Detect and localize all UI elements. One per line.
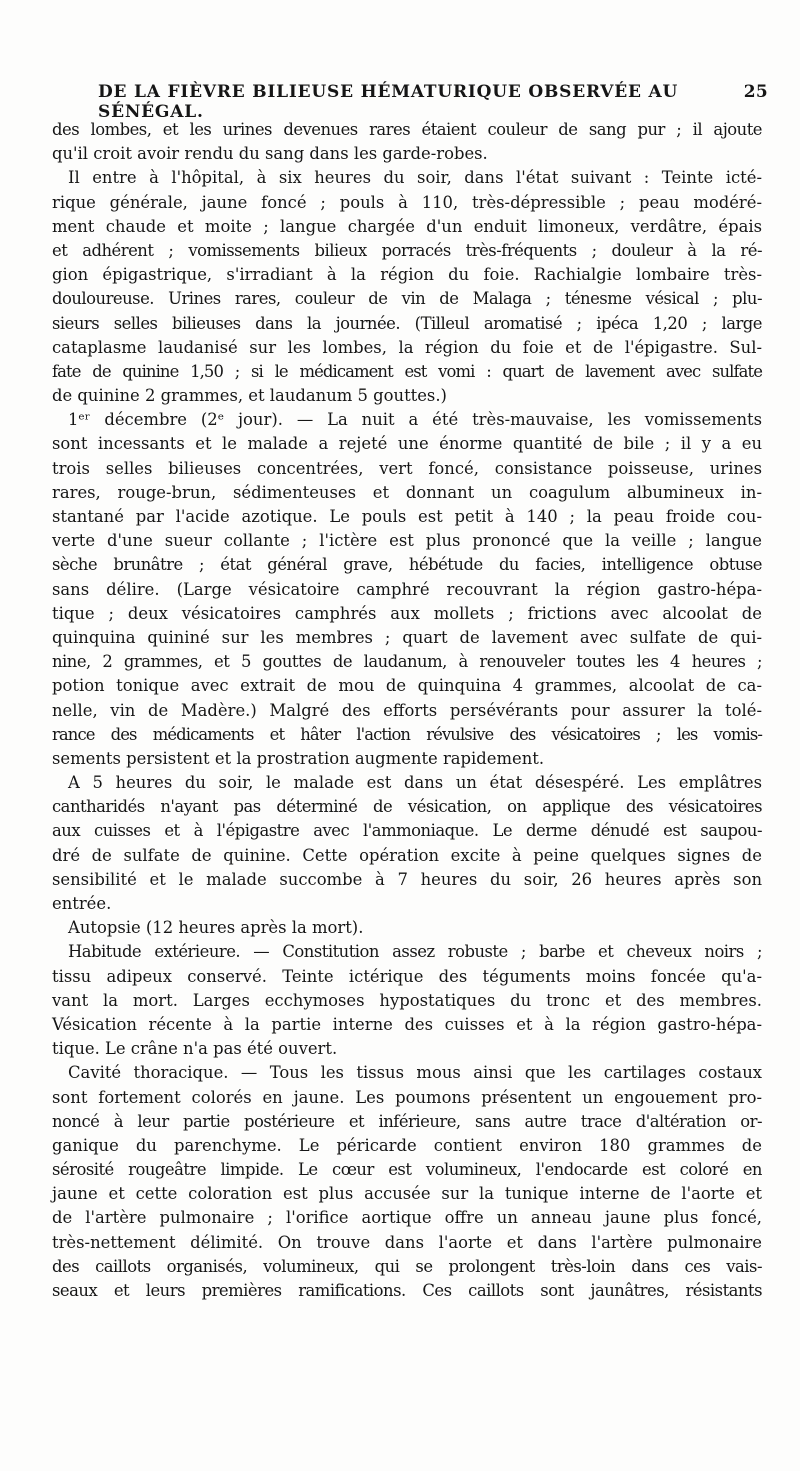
text-line: 1ᵉʳ décembre (2ᵉ jour). — La nuit a été très-mauvaise, les vomissements [68, 410, 762, 430]
text-line: noncé à leur partie postérieure et inférieure, sans autre trace d'altération or- [52, 1111, 762, 1131]
text-line: rance des médicaments et hâter l'action révulsive des vésicatoires ; les vomis- [52, 724, 762, 744]
header-title: DE LA FIÈVRE BILIEUSE HÉMATURIQUE OBSERVÉE AU SÉNÉGAL. [98, 82, 679, 122]
text-line: sont fortement colorés en jaune. Les poumons présentent un engouement pro- [52, 1087, 762, 1107]
text-line: Il entre à l'hôpital, à six heures du soir, dans l'état suivant : Teinte icté- [68, 168, 762, 188]
text-line: de quinine 2 grammes, et laudanum 5 gouttes.) [52, 386, 447, 406]
text-line: cataplasme laudanisé sur les lombes, la région du foie et de l'épigastre. Sul- [52, 337, 762, 357]
text-line: tissu adipeux conservé. Teinte ictérique des téguments moins foncée qu'a- [52, 966, 762, 986]
text-line: ment chaude et moite ; langue chargée d'un enduit limoneux, verdâtre, épais [52, 216, 762, 236]
text-line: dré de sulfate de quinine. Cette opération excite à peine quelques signes de [52, 845, 762, 865]
text-line: aux cuisses et à l'épigastre avec l'ammoniaque. Le derme dénudé est saupou- [52, 821, 762, 841]
text-line: sèche brunâtre ; état général grave, hébétude du facies, intelligence obtuse [52, 555, 762, 575]
text-line: sensibilité et le malade succombe à 7 heures du soir, 26 heures après son [52, 869, 762, 889]
page-number: 25 [743, 82, 768, 102]
text-line: rique générale, jaune foncé ; pouls à 110, très-dépressible ; peau modéré- [52, 192, 762, 212]
text-line: tique. Le crâne n'a pas été ouvert. [52, 1039, 338, 1059]
text-line: potion tonique avec extrait de mou de quinquina 4 grammes, alcoolat de ca- [52, 676, 762, 696]
text-line: Habitude extérieure. — Constitution assez robuste ; barbe et cheveux noirs ; [68, 942, 762, 962]
text-line: très-nettement délimité. On trouve dans l'aorte et dans l'artère pulmonaire [52, 1232, 762, 1252]
text-line: trois selles bilieuses concentrées, vert foncé, consistance poisseuse, urines [52, 458, 762, 478]
text-line: jaune et cette coloration est plus accusée sur la tunique interne de l'aorte et [52, 1184, 762, 1204]
text-line: seaux et leurs premières ramifications. Ces caillots sont jaunâtres, résistants [52, 1281, 762, 1300]
text-line: sans délire. (Large vésicatoire camphré recouvrant la région gastro-hépa- [52, 579, 762, 599]
text-line: sont incessants et le malade a rejeté une énorme quantité de bile ; il y a eu [52, 434, 762, 454]
running-header [98, 82, 768, 122]
text-line: sérosité rougeâtre limpide. Le cœur est volumineux, l'endocarde est coloré en [52, 1160, 762, 1180]
text-line: Cavité thoracique. — Tous les tissus mous ainsi que les cartilages costaux [68, 1063, 762, 1083]
text-line: Autopsie (12 heures après la mort). [68, 918, 364, 938]
text-line: des lombes, et les urines devenues rares étaient couleur de sang pur ; il ajoute [52, 120, 762, 139]
text-line: de l'artère pulmonaire ; l'orifice aortique offre un anneau jaune plus foncé, [52, 1208, 762, 1228]
text-line: A 5 heures du soir, le malade est dans un état désespéré. Les emplâtres [68, 773, 762, 793]
text-line: sements persistent et la prostration augmente rapidement. [52, 748, 545, 768]
text-line: et adhérent ; vomissements bilieux porracés très-fréquents ; douleur à la ré- [52, 240, 762, 260]
text-line: nelle, vin de Madère.) Malgré des efforts persévérants pour assurer la tolé- [52, 700, 762, 720]
text-line: douloureuse. Urines rares, couleur de vin de Malaga ; ténesme vésical ; plu- [52, 289, 762, 309]
text-line: stantané par l'acide azotique. Le pouls est petit à 140 ; la peau froide cou- [52, 507, 762, 526]
text-line: fate de quinine 1,50 ; si le médicament est vomi : quart de lavement avec sulfate [52, 361, 762, 381]
text-line: Vésication récente à la partie interne des cuisses et à la région gastro-hépa- [52, 1014, 762, 1034]
text-line: nine, 2 grammes, et 5 gouttes de laudanum, à renouveler toutes les 4 heures ; [52, 652, 762, 672]
text-line: quinquina quininé sur les membres ; quart de lavement avec sulfate de qui- [52, 627, 762, 647]
text-line: ganique du parenchyme. Le péricarde contient environ 180 grammes de [52, 1135, 762, 1155]
text-line: qu'il croit avoir rendu du sang dans les garde-robes. [52, 144, 488, 164]
text-line: vant la mort. Larges ecchymoses hypostatiques du tronc et des membres. [52, 990, 762, 1010]
text-line: des caillots organisés, volumineux, qui se prolongent très-loin dans ces vais- [52, 1256, 762, 1276]
text-line: sieurs selles bilieuses dans la journée. (Tilleul aromatisé ; ipéca 1,20 ; large [52, 313, 762, 333]
text-line: tique ; deux vésicatoires camphrés aux mollets ; frictions avec alcoolat de [52, 603, 762, 623]
text-line: entrée. [52, 894, 112, 913]
text-line: cantharidés n'ayant pas déterminé de vésication, on applique des vésicatoires [52, 797, 762, 817]
body-text [52, 118, 762, 1303]
text-line: gion épigastrique, s'irradiant à la région du foie. Rachialgie lombaire très- [52, 265, 762, 285]
text-line: verte d'une sueur collante ; l'ictère est plus prononcé que la veille ; langue [52, 531, 762, 551]
text-line: rares, rouge-brun, sédimenteuses et donnant un coagulum albumineux in- [52, 482, 762, 502]
